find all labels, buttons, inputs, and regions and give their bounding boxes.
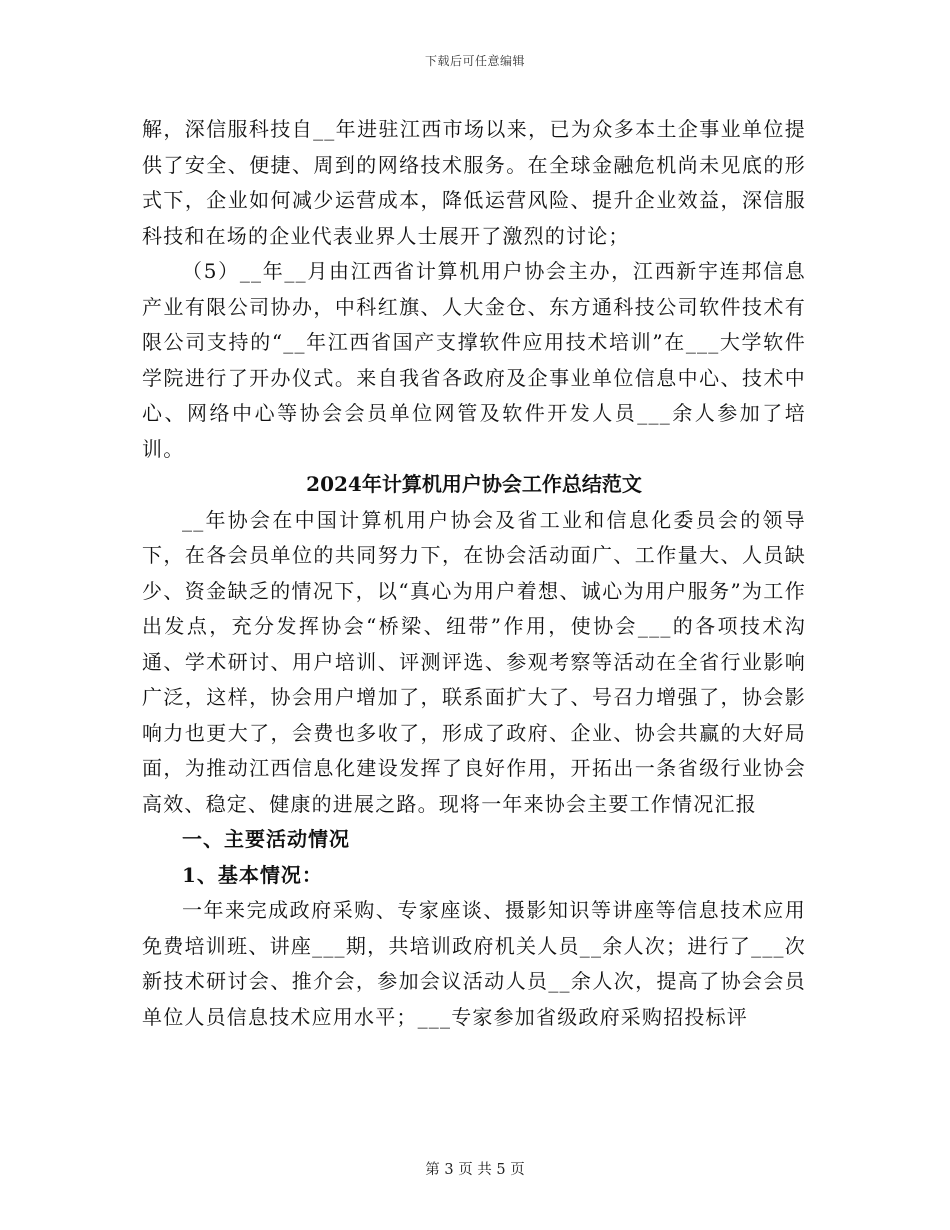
paragraph-basic: 一年来完成政府采购、专家座谈、摄影知识等讲座等信息技术应用免费培训班、讲座___期，共培训政府机关人员__余人次；进行了___次新技术研讨会、推介会，参加会议活动人员__余人次，提高了协会会员单位人员信息技术应用水平；___专家参加省级政府采购招投标评 [142, 898, 806, 1029]
document-body [142, 112, 806, 1035]
subsection-heading-basic: 1、基本情况： [182, 862, 323, 887]
document-title: 2024年计算机用户协会工作总结范文 [306, 472, 642, 496]
section-heading-main-activities: 一、主要活动情况 [182, 827, 350, 851]
page-footer: 第 3 页 共 5 页 [425, 1162, 525, 1178]
page-header: 下载后可任意编辑 [424, 54, 525, 68]
paragraph-item-5: （5）__年__月由江西省计算机用户协会主办，江西新宇连邦信息产业有限公司协办，中科红旗、人大金仓、东方通科技公司软件技术有限公司支持的“__年江西省国产支撑软件应用技术培训”在___大学软件学院进行了开办仪式。来自我省各政府及企事业单位信息中心、技术中心、网络中心等协会会员单位网管及软件开发人员___余人参加了培训。 [142, 259, 806, 461]
paragraph-main: __年协会在中国计算机用户协会及省工业和信息化委员会的领导下，在各会员单位的共同努力下，在协会活动面广、工作量大、人员缺少、资金缺乏的情况下，以“真心为用户着想、诚心为用户服务”为工作出发点，充分发挥协会“桥梁、纽带”作用，使协会___的各项技术沟通、学术研讨、用户培训、评测评选、参观考察等活动在全省行业影响广泛，这样，协会用户增加了，联系面扩大了、号召力增强了，协会影响力也更大了，会费也多收了，形成了政府、企业、协会共赢的大好局面，为推动江西信息化建设发挥了良好作用，开拓出一条省级行业协会高效、稳定、健康的进展之路。现将一年来协会主要工作情况汇报 [142, 507, 806, 816]
paragraph-intro: 解，深信服科技自__年进驻江西市场以来，已为众多本土企事业单位提供了安全、便捷、周到的网络技术服务。在全球金融危机尚未见底的形式下，企业如何减少运营成本，降低运营风险、提升企业效益，深信服科技和在场的企业代表业界人士展开了激烈的讨论； [142, 117, 806, 248]
